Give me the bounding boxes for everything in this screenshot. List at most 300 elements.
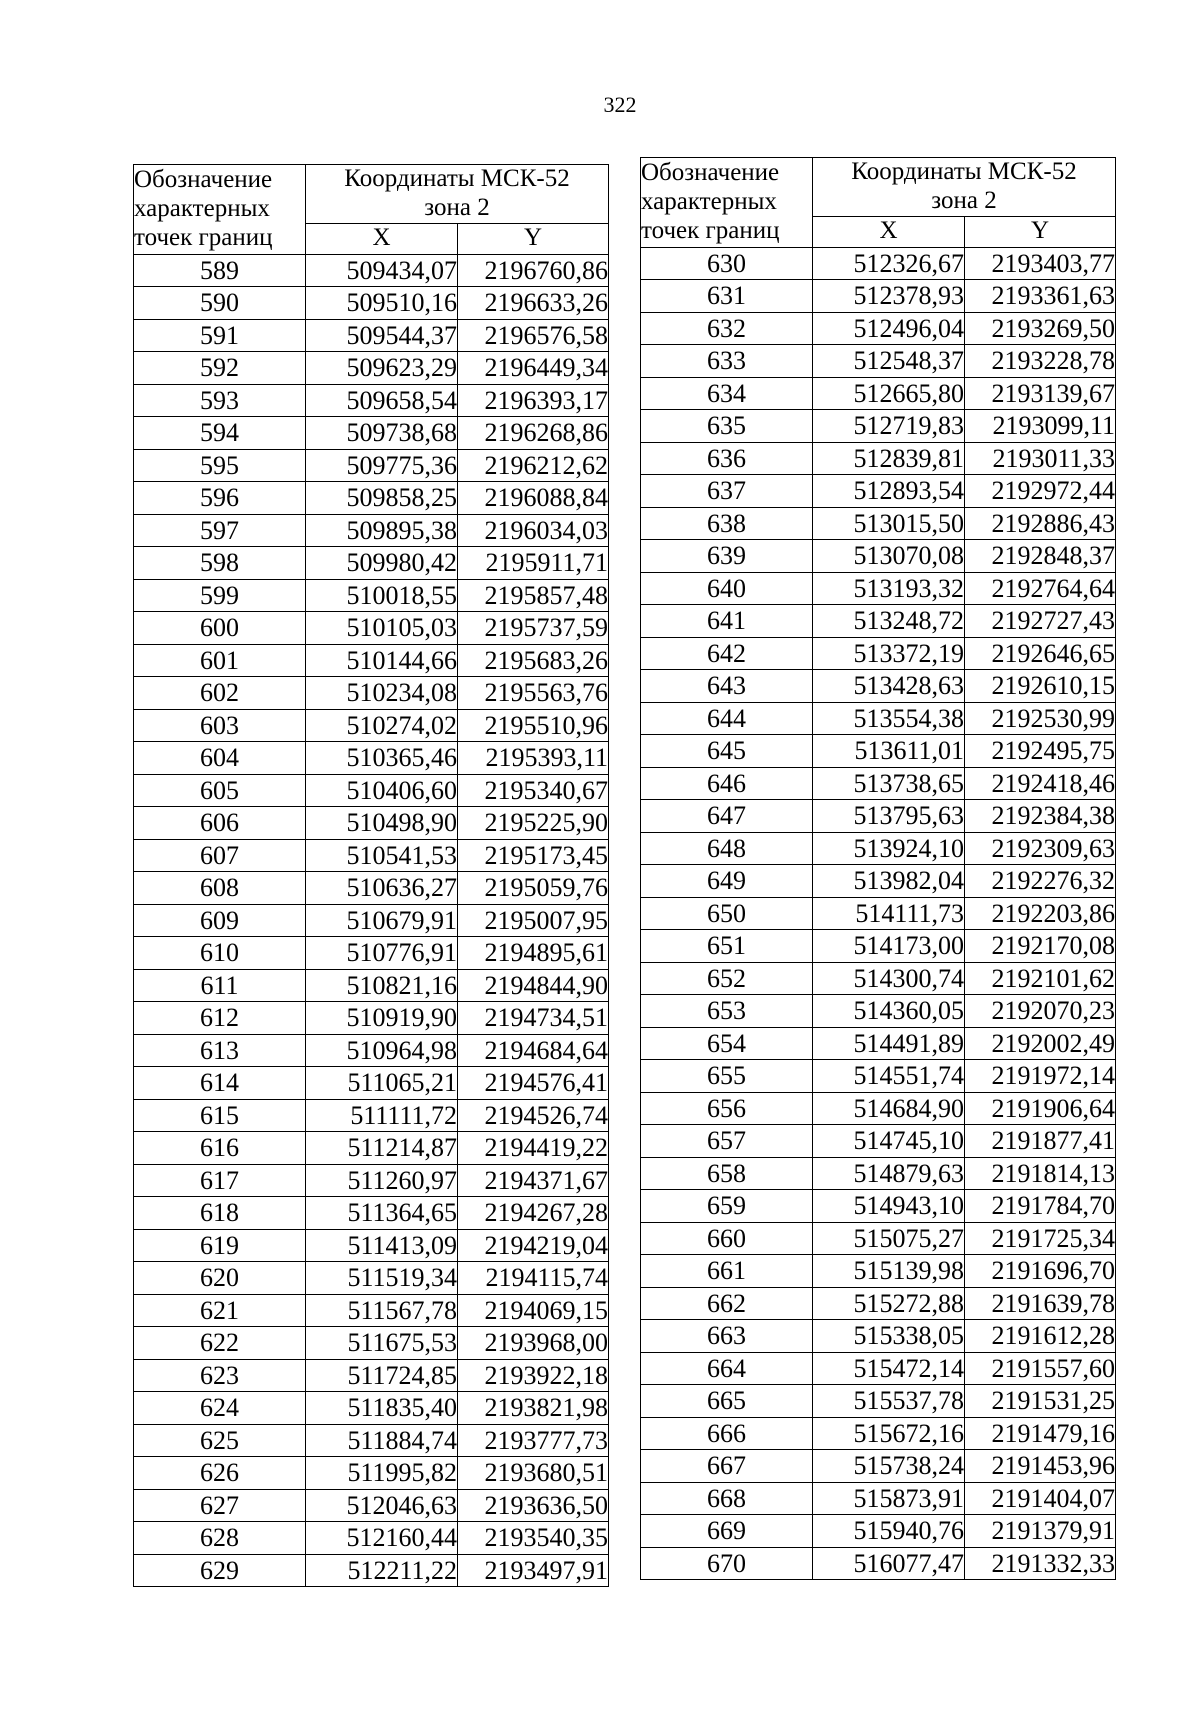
x-coordinate-cell: 509510,16 [306, 287, 458, 320]
y-coordinate-cell: 2196034,03 [458, 514, 609, 547]
y-coordinate-cell: 2195857,48 [458, 579, 609, 612]
table-row [134, 774, 609, 807]
y-coordinate-cell: 2195007,95 [458, 904, 609, 937]
y-coordinate-cell: 2192530,99 [965, 702, 1116, 735]
x-coordinate-cell: 511884,74 [306, 1424, 458, 1457]
table-row [134, 839, 609, 872]
point-id-cell: 594 [134, 417, 306, 450]
y-coordinate-cell: 2192276,32 [965, 865, 1116, 898]
table-row [641, 1157, 1116, 1190]
point-id-cell: 667 [641, 1450, 813, 1483]
y-coordinate-cell: 2192848,37 [965, 540, 1116, 573]
x-coordinate-cell: 510365,46 [306, 742, 458, 775]
y-coordinate-cell: 2192002,49 [965, 1027, 1116, 1060]
point-id-cell: 670 [641, 1547, 813, 1580]
x-coordinate-cell: 510776,91 [306, 937, 458, 970]
x-coordinate-cell: 511567,78 [306, 1294, 458, 1327]
point-id-cell: 590 [134, 287, 306, 320]
x-coordinate-cell: 510018,55 [306, 579, 458, 612]
table-row [134, 1392, 609, 1425]
table-row [641, 1417, 1116, 1450]
x-coordinate-cell: 514173,00 [813, 930, 965, 963]
x-coordinate-cell: 510919,90 [306, 1002, 458, 1035]
x-coordinate-cell: 510274,02 [306, 709, 458, 742]
y-coordinate-cell: 2194895,61 [458, 937, 609, 970]
table-row [641, 605, 1116, 638]
point-id-cell: 636 [641, 442, 813, 475]
y-coordinate-cell: 2196633,26 [458, 287, 609, 320]
table-row [641, 865, 1116, 898]
x-coordinate-cell: 513738,65 [813, 767, 965, 800]
x-coordinate-cell: 511724,85 [306, 1359, 458, 1392]
y-coordinate-cell: 2196268,86 [458, 417, 609, 450]
point-id-cell: 665 [641, 1385, 813, 1418]
table-row [134, 1197, 609, 1230]
x-coordinate-cell: 509658,54 [306, 384, 458, 417]
x-coordinate-cell: 510498,90 [306, 807, 458, 840]
point-id-cell: 600 [134, 612, 306, 645]
point-id-cell: 606 [134, 807, 306, 840]
x-coordinate-cell: 515075,27 [813, 1222, 965, 1255]
point-id-cell: 641 [641, 605, 813, 638]
table-row [134, 872, 609, 905]
point-id-cell: 593 [134, 384, 306, 417]
x-coordinate-cell: 514491,89 [813, 1027, 965, 1060]
point-id-cell: 661 [641, 1255, 813, 1288]
x-coordinate-cell: 515139,98 [813, 1255, 965, 1288]
y-coordinate-cell: 2191404,07 [965, 1482, 1116, 1515]
table-row [134, 1294, 609, 1327]
table-row [641, 702, 1116, 735]
table-row [134, 547, 609, 580]
table-body [641, 247, 1116, 1580]
table-row [641, 572, 1116, 605]
y-coordinate-cell: 2194219,04 [458, 1229, 609, 1262]
table-row [641, 410, 1116, 443]
y-coordinate-cell: 2192309,63 [965, 832, 1116, 865]
table-row [641, 995, 1116, 1028]
y-coordinate-cell: 2191906,64 [965, 1092, 1116, 1125]
point-id-cell: 650 [641, 897, 813, 930]
x-coordinate-cell: 510964,98 [306, 1034, 458, 1067]
y-coordinate-cell: 2193139,67 [965, 377, 1116, 410]
x-coordinate-cell: 515873,91 [813, 1482, 965, 1515]
point-id-cell: 598 [134, 547, 306, 580]
y-coordinate-cell: 2193099,11 [965, 410, 1116, 443]
point-id-cell: 639 [641, 540, 813, 573]
table-row [641, 280, 1116, 313]
x-coordinate-cell: 513015,50 [813, 507, 965, 540]
point-id-cell: 628 [134, 1522, 306, 1555]
point-id-cell: 664 [641, 1352, 813, 1385]
table-row [134, 1522, 609, 1555]
table-row [641, 1255, 1116, 1288]
x-coordinate-cell: 514111,73 [813, 897, 965, 930]
y-coordinate-cell: 2193228,78 [965, 345, 1116, 378]
point-id-cell: 609 [134, 904, 306, 937]
header-coordinates-zone: зона 2 [931, 186, 997, 214]
x-coordinate-cell: 510821,16 [306, 969, 458, 1002]
x-coordinate-cell: 511065,21 [306, 1067, 458, 1100]
y-coordinate-cell: 2194069,15 [458, 1294, 609, 1327]
x-coordinate-cell: 515738,24 [813, 1450, 965, 1483]
table-row [641, 800, 1116, 833]
y-coordinate-cell: 2195737,59 [458, 612, 609, 645]
table-row [641, 735, 1116, 768]
x-coordinate-cell: 514551,74 [813, 1060, 965, 1093]
point-id-cell: 619 [134, 1229, 306, 1262]
y-coordinate-cell: 2192610,15 [965, 670, 1116, 703]
header-point-designation: Обозначение характерных точек границ [134, 165, 306, 255]
table-row [641, 670, 1116, 703]
y-coordinate-cell: 2192727,43 [965, 605, 1116, 638]
table-row [641, 1385, 1116, 1418]
point-id-cell: 663 [641, 1320, 813, 1353]
y-coordinate-cell: 2191814,13 [965, 1157, 1116, 1190]
table-row [134, 937, 609, 970]
x-coordinate-cell: 512665,80 [813, 377, 965, 410]
y-coordinate-cell: 2193636,50 [458, 1489, 609, 1522]
y-coordinate-cell: 2196088,84 [458, 482, 609, 515]
point-id-cell: 647 [641, 800, 813, 833]
table-row [134, 449, 609, 482]
table-row [134, 1229, 609, 1262]
y-coordinate-cell: 2192203,86 [965, 897, 1116, 930]
point-id-cell: 626 [134, 1457, 306, 1490]
x-coordinate-cell: 515472,14 [813, 1352, 965, 1385]
y-coordinate-cell: 2194267,28 [458, 1197, 609, 1230]
point-id-cell: 649 [641, 865, 813, 898]
header-x: X [813, 216, 965, 247]
x-coordinate-cell: 513372,19 [813, 637, 965, 670]
point-id-cell: 595 [134, 449, 306, 482]
table-row [134, 1554, 609, 1587]
point-id-cell: 630 [641, 247, 813, 280]
point-id-cell: 655 [641, 1060, 813, 1093]
table-row [134, 904, 609, 937]
x-coordinate-cell: 514745,10 [813, 1125, 965, 1158]
point-id-cell: 666 [641, 1417, 813, 1450]
y-coordinate-cell: 2192764,64 [965, 572, 1116, 605]
table-row [134, 482, 609, 515]
table-row [134, 742, 609, 775]
x-coordinate-cell: 511835,40 [306, 1392, 458, 1425]
y-coordinate-cell: 2195393,11 [458, 742, 609, 775]
y-coordinate-cell: 2191612,28 [965, 1320, 1116, 1353]
coordinates-table-left [133, 164, 609, 1587]
y-coordinate-cell: 2194526,74 [458, 1099, 609, 1132]
x-coordinate-cell: 509895,38 [306, 514, 458, 547]
x-coordinate-cell: 512548,37 [813, 345, 965, 378]
table-row [134, 612, 609, 645]
y-coordinate-cell: 2194844,90 [458, 969, 609, 1002]
table-row [641, 475, 1116, 508]
point-id-cell: 608 [134, 872, 306, 905]
x-coordinate-cell: 512211,22 [306, 1554, 458, 1587]
point-id-cell: 629 [134, 1554, 306, 1587]
y-coordinate-cell: 2191725,34 [965, 1222, 1116, 1255]
x-coordinate-cell: 513248,72 [813, 605, 965, 638]
x-coordinate-cell: 511214,87 [306, 1132, 458, 1165]
x-coordinate-cell: 513611,01 [813, 735, 965, 768]
point-id-cell: 599 [134, 579, 306, 612]
y-coordinate-cell: 2196576,58 [458, 319, 609, 352]
table-row [134, 1457, 609, 1490]
point-id-cell: 637 [641, 475, 813, 508]
y-coordinate-cell: 2193011,33 [965, 442, 1116, 475]
table-row [134, 807, 609, 840]
point-id-cell: 632 [641, 312, 813, 345]
table-row [641, 637, 1116, 670]
x-coordinate-cell: 511675,53 [306, 1327, 458, 1360]
header-coordinates [306, 165, 609, 224]
point-id-cell: 651 [641, 930, 813, 963]
table-row [641, 767, 1116, 800]
table-row [134, 579, 609, 612]
table-row [641, 930, 1116, 963]
table-row [134, 1424, 609, 1457]
point-id-cell: 602 [134, 677, 306, 710]
y-coordinate-cell: 2195683,26 [458, 644, 609, 677]
header-x: X [306, 223, 458, 254]
y-coordinate-cell: 2191453,96 [965, 1450, 1116, 1483]
x-coordinate-cell: 513554,38 [813, 702, 965, 735]
point-id-cell: 621 [134, 1294, 306, 1327]
y-coordinate-cell: 2196212,62 [458, 449, 609, 482]
x-coordinate-cell: 514943,10 [813, 1190, 965, 1223]
x-coordinate-cell: 515272,88 [813, 1287, 965, 1320]
x-coordinate-cell: 512326,67 [813, 247, 965, 280]
header-y: Y [458, 223, 609, 254]
x-coordinate-cell: 510234,08 [306, 677, 458, 710]
point-id-cell: 611 [134, 969, 306, 1002]
x-coordinate-cell: 516077,47 [813, 1547, 965, 1580]
y-coordinate-cell: 2194419,22 [458, 1132, 609, 1165]
x-coordinate-cell: 511519,34 [306, 1262, 458, 1295]
point-id-cell: 616 [134, 1132, 306, 1165]
table-row [641, 1450, 1116, 1483]
table-row [641, 1027, 1116, 1060]
point-id-cell: 656 [641, 1092, 813, 1125]
y-coordinate-cell: 2193403,77 [965, 247, 1116, 280]
y-coordinate-cell: 2193680,51 [458, 1457, 609, 1490]
point-id-cell: 668 [641, 1482, 813, 1515]
table-row [641, 377, 1116, 410]
x-coordinate-cell: 513924,10 [813, 832, 965, 865]
y-coordinate-cell: 2193777,73 [458, 1424, 609, 1457]
y-coordinate-cell: 2191696,70 [965, 1255, 1116, 1288]
table-row [134, 1034, 609, 1067]
y-coordinate-cell: 2193922,18 [458, 1359, 609, 1392]
point-id-cell: 622 [134, 1327, 306, 1360]
x-coordinate-cell: 512839,81 [813, 442, 965, 475]
y-coordinate-cell: 2193540,35 [458, 1522, 609, 1555]
table-row [134, 514, 609, 547]
table-row [134, 319, 609, 352]
y-coordinate-cell: 2195911,71 [458, 547, 609, 580]
x-coordinate-cell: 512893,54 [813, 475, 965, 508]
x-coordinate-cell: 512046,63 [306, 1489, 458, 1522]
x-coordinate-cell: 511995,82 [306, 1457, 458, 1490]
table-row [134, 709, 609, 742]
y-coordinate-cell: 2195510,96 [458, 709, 609, 742]
table-row [641, 312, 1116, 345]
y-coordinate-cell: 2192418,46 [965, 767, 1116, 800]
point-id-cell: 627 [134, 1489, 306, 1522]
y-coordinate-cell: 2195059,76 [458, 872, 609, 905]
y-coordinate-cell: 2191639,78 [965, 1287, 1116, 1320]
x-coordinate-cell: 509544,37 [306, 319, 458, 352]
y-coordinate-cell: 2192972,44 [965, 475, 1116, 508]
header-coordinates-system: Координаты МСК-52 [344, 165, 570, 192]
x-coordinate-cell: 509980,42 [306, 547, 458, 580]
point-id-cell: 612 [134, 1002, 306, 1035]
x-coordinate-cell: 515537,78 [813, 1385, 965, 1418]
point-id-cell: 648 [641, 832, 813, 865]
table-body [134, 254, 609, 1587]
x-coordinate-cell: 510406,60 [306, 774, 458, 807]
point-id-cell: 613 [134, 1034, 306, 1067]
point-id-cell: 624 [134, 1392, 306, 1425]
table-row [134, 1002, 609, 1035]
coordinates-table-right [640, 157, 1116, 1580]
point-id-cell: 659 [641, 1190, 813, 1223]
y-coordinate-cell: 2194371,67 [458, 1164, 609, 1197]
header-coordinates [813, 158, 1116, 217]
y-coordinate-cell: 2192070,23 [965, 995, 1116, 1028]
point-id-cell: 618 [134, 1197, 306, 1230]
x-coordinate-cell: 509775,36 [306, 449, 458, 482]
point-id-cell: 662 [641, 1287, 813, 1320]
x-coordinate-cell: 510679,91 [306, 904, 458, 937]
point-id-cell: 601 [134, 644, 306, 677]
table-row [641, 832, 1116, 865]
table-row [134, 969, 609, 1002]
y-coordinate-cell: 2193497,91 [458, 1554, 609, 1587]
x-coordinate-cell: 513193,32 [813, 572, 965, 605]
table-row [641, 345, 1116, 378]
table-row [134, 1132, 609, 1165]
x-coordinate-cell: 510105,03 [306, 612, 458, 645]
x-coordinate-cell: 515672,16 [813, 1417, 965, 1450]
point-id-cell: 625 [134, 1424, 306, 1457]
table-row [134, 1262, 609, 1295]
x-coordinate-cell: 510541,53 [306, 839, 458, 872]
x-coordinate-cell: 511111,72 [306, 1099, 458, 1132]
table-row [641, 540, 1116, 573]
table-row [641, 962, 1116, 995]
x-coordinate-cell: 514684,90 [813, 1092, 965, 1125]
table-row [641, 507, 1116, 540]
table-row [134, 254, 609, 287]
table-row [134, 1099, 609, 1132]
table-row [641, 1190, 1116, 1223]
point-id-cell: 669 [641, 1515, 813, 1548]
table-row [641, 1352, 1116, 1385]
y-coordinate-cell: 2193361,63 [965, 280, 1116, 313]
y-coordinate-cell: 2196393,17 [458, 384, 609, 417]
header-y: Y [965, 216, 1116, 247]
x-coordinate-cell: 510144,66 [306, 644, 458, 677]
table-row [134, 677, 609, 710]
table-row [641, 1092, 1116, 1125]
header-coordinates-zone: зона 2 [424, 193, 490, 221]
point-id-cell: 634 [641, 377, 813, 410]
point-id-cell: 635 [641, 410, 813, 443]
point-id-cell: 652 [641, 962, 813, 995]
point-id-cell: 592 [134, 352, 306, 385]
point-id-cell: 646 [641, 767, 813, 800]
table-row [134, 1067, 609, 1100]
point-id-cell: 591 [134, 319, 306, 352]
y-coordinate-cell: 2195225,90 [458, 807, 609, 840]
x-coordinate-cell: 511413,09 [306, 1229, 458, 1262]
table-row [641, 442, 1116, 475]
x-coordinate-cell: 515338,05 [813, 1320, 965, 1353]
x-coordinate-cell: 509623,29 [306, 352, 458, 385]
table-row [641, 1125, 1116, 1158]
y-coordinate-cell: 2195173,45 [458, 839, 609, 872]
point-id-cell: 589 [134, 254, 306, 287]
y-coordinate-cell: 2191972,14 [965, 1060, 1116, 1093]
header-point-designation: Обозначение характерных точек границ [641, 158, 813, 248]
point-id-cell: 623 [134, 1359, 306, 1392]
y-coordinate-cell: 2192101,62 [965, 962, 1116, 995]
point-id-cell: 657 [641, 1125, 813, 1158]
point-id-cell: 653 [641, 995, 813, 1028]
y-coordinate-cell: 2196449,34 [458, 352, 609, 385]
y-coordinate-cell: 2196760,86 [458, 254, 609, 287]
table-row [641, 1320, 1116, 1353]
x-coordinate-cell: 514360,05 [813, 995, 965, 1028]
y-coordinate-cell: 2191557,60 [965, 1352, 1116, 1385]
point-id-cell: 642 [641, 637, 813, 670]
page-number: 322 [603, 92, 637, 117]
y-coordinate-cell: 2192646,65 [965, 637, 1116, 670]
table-row [641, 1547, 1116, 1580]
table-row [134, 1327, 609, 1360]
point-id-cell: 645 [641, 735, 813, 768]
point-id-cell: 638 [641, 507, 813, 540]
y-coordinate-cell: 2191332,33 [965, 1547, 1116, 1580]
table-row [641, 897, 1116, 930]
x-coordinate-cell: 513428,63 [813, 670, 965, 703]
y-coordinate-cell: 2191877,41 [965, 1125, 1116, 1158]
y-coordinate-cell: 2192384,38 [965, 800, 1116, 833]
table-row [134, 1489, 609, 1522]
table-row [641, 1482, 1116, 1515]
point-id-cell: 643 [641, 670, 813, 703]
point-id-cell: 617 [134, 1164, 306, 1197]
x-coordinate-cell: 512160,44 [306, 1522, 458, 1555]
x-coordinate-cell: 511364,65 [306, 1197, 458, 1230]
point-id-cell: 604 [134, 742, 306, 775]
point-id-cell: 597 [134, 514, 306, 547]
x-coordinate-cell: 512496,04 [813, 312, 965, 345]
y-coordinate-cell: 2194576,41 [458, 1067, 609, 1100]
y-coordinate-cell: 2192170,08 [965, 930, 1116, 963]
point-id-cell: 614 [134, 1067, 306, 1100]
point-id-cell: 615 [134, 1099, 306, 1132]
x-coordinate-cell: 513795,63 [813, 800, 965, 833]
y-coordinate-cell: 2193269,50 [965, 312, 1116, 345]
header-coordinates-system: Координаты МСК-52 [851, 158, 1077, 185]
x-coordinate-cell: 513982,04 [813, 865, 965, 898]
y-coordinate-cell: 2193821,98 [458, 1392, 609, 1425]
table-row [134, 287, 609, 320]
table-row [134, 1359, 609, 1392]
x-coordinate-cell: 513070,08 [813, 540, 965, 573]
